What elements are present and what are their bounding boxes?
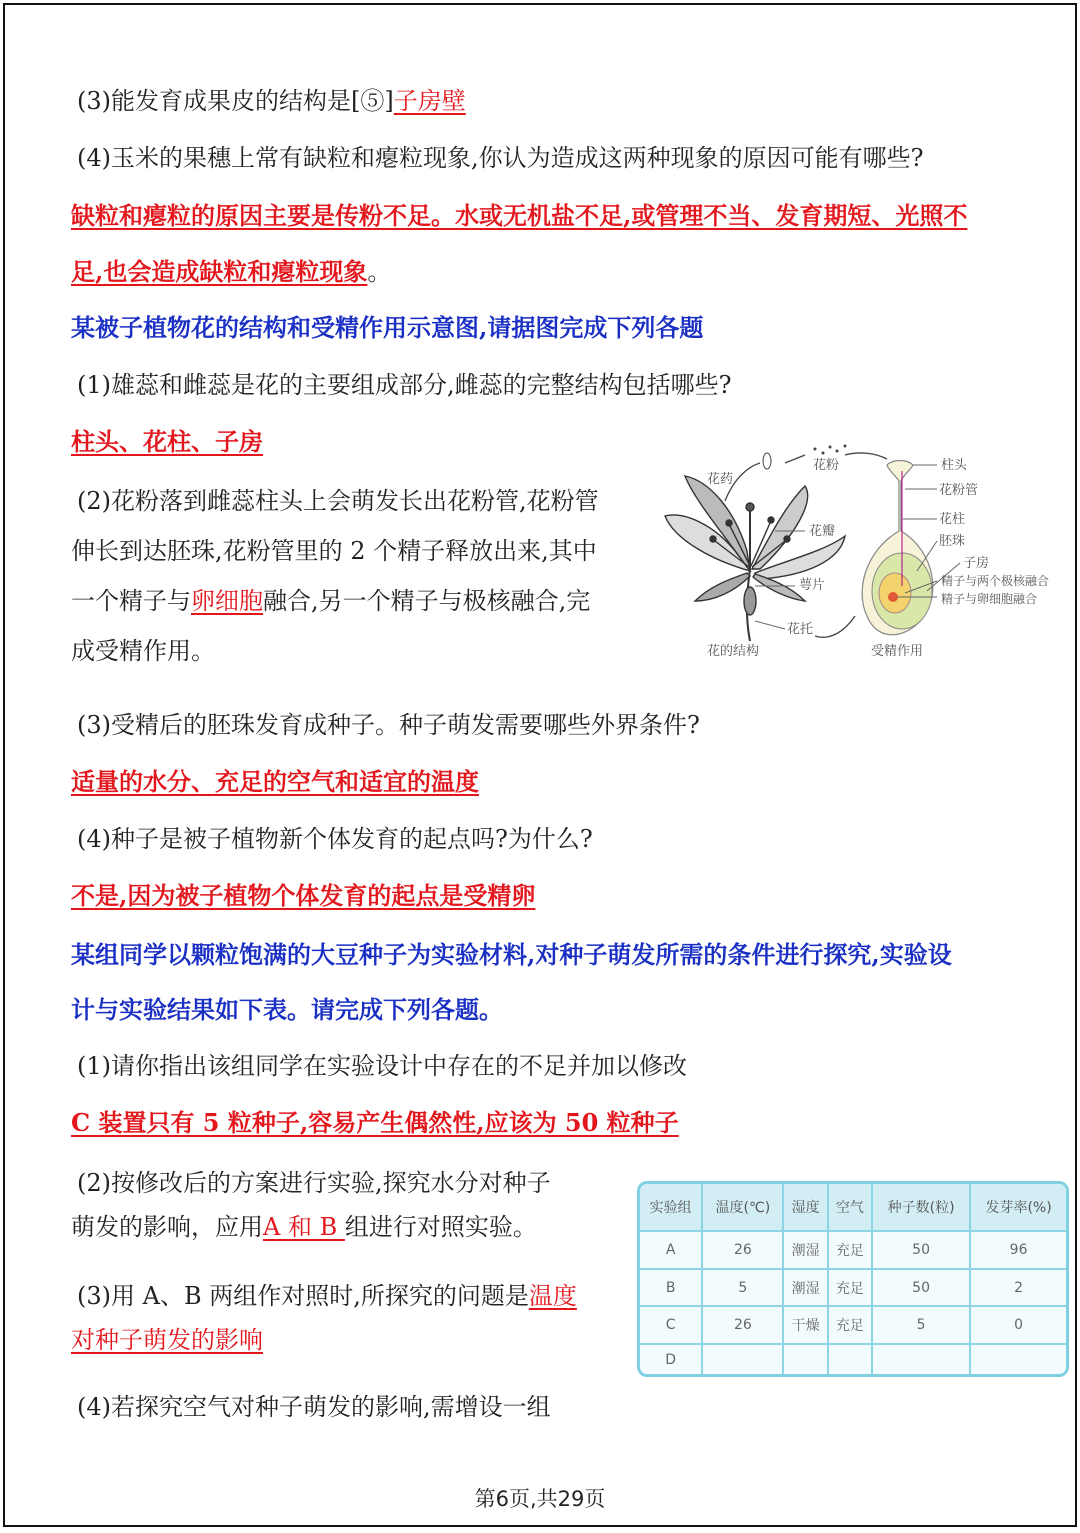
section1-title: 某被子植物花的结构和受精作用示意图,请据图完成下列各题 [71,313,704,342]
q4-top-answer-line2 [71,256,391,288]
label-anther: 花药 [707,472,734,487]
q4-top-answer-end: 。 [367,258,392,286]
label-ovule: 胚珠 [939,534,966,549]
label-ovary: 子房 [963,556,990,571]
section1-a3: 适量的水分、充足的空气和适宜的温度 [71,767,479,796]
table-cell: 5 [702,1269,783,1307]
label-pollen-tube: 花粉管 [939,483,979,498]
section2-q2-answer: A 和 B [263,1213,345,1241]
q3-top-answer: 子房壁 [393,87,466,115]
table-cell: D [640,1344,702,1374]
table-cell: 潮湿 [783,1269,827,1307]
label-style: 花柱 [939,512,966,527]
document-page [3,3,1077,1527]
section2-title-line1: 某组同学以颗粒饱满的大豆种子为实验材料,对种子萌发所需的条件进行探究,实验设 [71,940,952,969]
experiment-table-grid [640,1184,1066,1374]
section1-q2-line3-pre: 一个精子与 [71,587,191,615]
table-cell: B [640,1269,702,1307]
section2-q3-answer-part1: 温度 [528,1282,577,1310]
pollen-grain [763,453,771,469]
label-sperm-polar: 精子与两个极核融合 [941,574,1050,588]
label-sepal: 萼片 [799,578,826,593]
table-row [640,1344,1066,1374]
section1-a4: 不是,因为被子植物个体发育的起点是受精卵 [71,881,536,910]
section1-q2-line1: (2)花粉落到雌蕊柱头上会萌发长出花粉管,花粉管 [77,487,599,515]
table-row [640,1306,1066,1344]
table-cell: 50 [872,1231,970,1269]
section2-q3-line2 [71,1324,263,1356]
page-footer: 第6页,共29页 [474,1487,606,1511]
table-cell: 干燥 [783,1306,827,1344]
table-header: 实验组 [640,1184,702,1231]
section2-q4: (4)若探究空气对种子萌发的影响,需增设一组 [77,1393,551,1421]
section2-a1: C 装置只有 5 粒种子,容易产生偶然性,应该为 50 粒种子 [71,1108,679,1137]
table-cell: 5 [872,1306,970,1344]
table-header: 湿度 [783,1184,827,1231]
table-cell: 26 [702,1231,783,1269]
fertilization-caption: 受精作用 [871,644,924,659]
table-cell: 50 [872,1269,970,1307]
flower-fertilization-figure [655,441,1075,673]
section1-q1: (1)雄蕊和雌蕊是花的主要组成部分,雌蕊的完整结构包括哪些? [77,371,732,399]
section1-q2-line4: 成受精作用。 [71,637,215,665]
table-cell: 2 [970,1269,1066,1307]
table-header: 发芽率(%) [970,1184,1066,1231]
table-cell: C [640,1306,702,1344]
table-cell: 充足 [828,1306,872,1344]
table-cell [702,1344,783,1374]
label-sperm-egg: 精子与卵细胞融合 [941,592,1038,606]
section1-q4: (4)种子是被子植物新个体发育的起点吗?为什么? [77,825,593,853]
label-pollen: 花粉 [813,458,840,473]
flower-drawing [665,476,845,641]
arrow-cycle [815,616,855,637]
section2-q2-line1: (2)按修改后的方案进行实验,探究水分对种子 [77,1169,551,1197]
table-row [640,1231,1066,1269]
section2-q2-line2-pre: 萌发的影响，应用 [71,1213,263,1241]
table-cell: 充足 [828,1269,872,1307]
table-header: 种子数(粒) [872,1184,970,1231]
table-cell [970,1344,1066,1374]
pollen-dots [814,445,847,455]
table-header: 温度(℃) [702,1184,783,1231]
table-cell: A [640,1231,702,1269]
flower-caption: 花的结构 [707,644,760,659]
section2-q1: (1)请你指出该组同学在实验设计中存在的不足并加以修改 [77,1052,687,1080]
section2-title-line2: 计与实验结果如下表。请完成下列各题。 [71,995,503,1024]
section1-q2-answer: 卵细胞 [191,587,263,615]
label-receptacle: 花托 [787,622,814,637]
section2-q2-line2 [71,1211,537,1243]
section1-q2-line3-post: 融合,另一个精子与极核融合,完 [263,587,591,615]
q4-top-question: (4)玉米的果穗上常有缺粒和瘪粒现象,你认为造成这两种现象的原因可能有哪些? [77,144,924,172]
table-cell [828,1344,872,1374]
table-header-row [640,1184,1066,1231]
table-cell: 0 [970,1306,1066,1344]
experiment-table [637,1181,1069,1377]
table-cell: 充足 [828,1231,872,1269]
table-header: 空气 [828,1184,872,1231]
table-cell: 潮湿 [783,1231,827,1269]
section2-q2-line2-post: 组进行对照实验。 [344,1213,537,1241]
section1-q2-line3 [71,585,590,617]
section1-q3: (3)受精后的胚珠发育成种子。种子萌发需要哪些外界条件? [77,711,700,739]
table-cell [783,1344,827,1374]
q3-top [77,85,466,117]
section1-q2-line2: 伸长到达胚珠,花粉管里的 2 个精子释放出来,其中 [71,537,597,565]
label-stigma: 柱头 [941,458,968,473]
table-cell: 26 [702,1306,783,1344]
q4-top-answer-line1: 缺粒和瘪粒的原因主要是传粉不足。水或无机盐不足,或管理不当、发育期短、光照不 [71,201,968,230]
label-petal: 花瓣 [809,524,836,539]
table-cell: 96 [970,1231,1066,1269]
section2-q3-answer-part2: 对种子萌发的影响 [71,1326,263,1354]
table-row [640,1269,1066,1307]
q3-top-text: (3)能发育成果皮的结构是[⑤] [77,87,394,115]
section1-a1: 柱头、花柱、子房 [71,427,263,456]
q4-top-answer-line2-text: 足,也会造成缺粒和瘪粒现象 [71,257,368,286]
pistil-drawing [862,461,933,635]
section2-q3-line1 [77,1280,577,1312]
section2-q3-line1-pre: (3)用 A、B 两组作对照时,所探究的问题是 [77,1282,529,1310]
table-cell [872,1344,970,1374]
